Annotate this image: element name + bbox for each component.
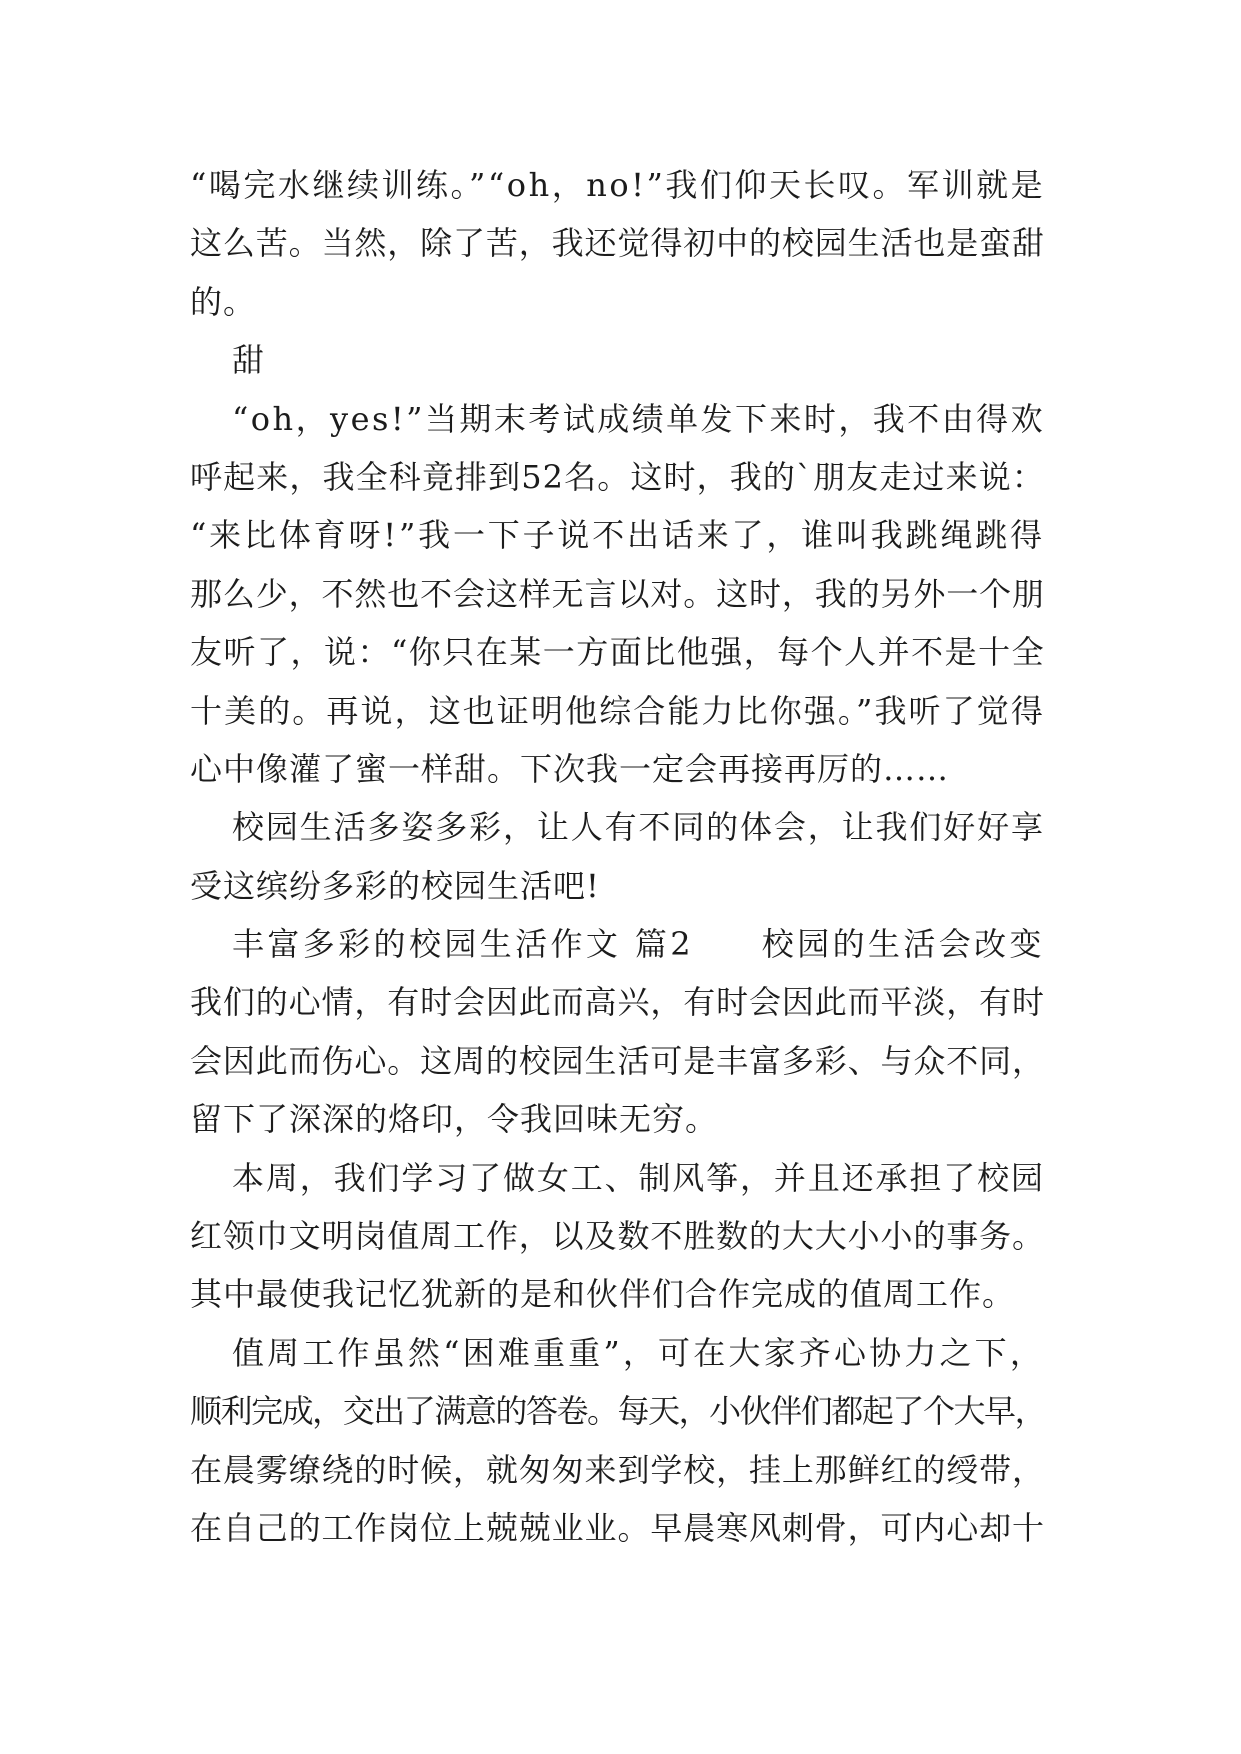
text-line [190, 1382, 1050, 1440]
text-line-content: “来比体育呀!”我一下子说不出话来了，谁叫我跳绳跳得 [190, 516, 1045, 555]
text-line-content: 顺利完成，交出了满意的答卷。每天，小伙伴们都起了个大早， [190, 1392, 1046, 1431]
text-line-content: 甜 [232, 341, 266, 380]
text-line [190, 623, 1050, 681]
text-line [190, 156, 1050, 214]
paragraph [190, 156, 1050, 331]
paragraph [190, 1324, 1050, 1558]
text-line [190, 798, 1050, 856]
text-line [190, 390, 1050, 448]
text-line [190, 1265, 1050, 1323]
text-line-content: 其中最使我记忆犹新的是和伙伴们合作完成的值周工作。 [190, 1275, 1016, 1314]
paragraph [190, 1149, 1050, 1324]
text-line [190, 857, 1050, 915]
document-body [190, 156, 1050, 1557]
text-line-content: 在自己的工作岗位上兢兢业业。早晨寒风刺骨，可内心却十 [190, 1508, 1045, 1547]
text-line-content: 在晨雾缭绕的时候，就匆匆来到学校，挂上那鲜红的绶带， [190, 1450, 1045, 1489]
text-line-content: 校园生活多姿多彩，让人有不同的体会，让我们好好享 [232, 808, 1045, 847]
text-line [190, 214, 1050, 272]
text-line [190, 1149, 1050, 1207]
text-line [190, 682, 1050, 740]
text-line [190, 506, 1050, 564]
text-line-content: “oh，yes!”当期末考试成绩单发下来时，我不由得欢 [232, 399, 1046, 438]
text-line [190, 1207, 1050, 1265]
text-line-content: 这么苦。当然，除了苦，我还觉得初中的校园生活也是蛮甜 [190, 224, 1045, 263]
text-line-content: 呼起来，我全科竟排到52名。这时，我的`朋友走过来说： [190, 457, 1045, 496]
paragraph-heading [190, 331, 1050, 389]
text-line-content: 我们的心情，有时会因此而高兴，有时会因此而平淡，有时 [190, 983, 1045, 1022]
text-line-content: 的。 [190, 282, 257, 321]
text-line [190, 973, 1050, 1031]
text-line [190, 1441, 1050, 1499]
text-line-content: 友听了，说：“你只在某一方面比他强，每个人并不是十全 [190, 633, 1046, 672]
text-line [190, 1032, 1050, 1090]
text-line [190, 740, 1050, 798]
text-line [190, 1499, 1050, 1557]
paragraph [190, 798, 1050, 915]
text-line-content: 十美的。再说，这也证明他综合能力比你强。”我听了觉得 [190, 691, 1045, 730]
text-line-content: 会因此而伤心。这周的校园生活可是丰富多彩、与众不同， [190, 1041, 1045, 1080]
text-line-content: 心中像灌了蜜一样甜。下次我一定会再接再厉的…… [190, 749, 950, 788]
text-line-content: 本周，我们学习了做女工、制风筝，并且还承担了校园 [232, 1158, 1045, 1197]
text-line-content: 丰富多彩的校园生活作文 篇2 校园的生活会改变 [232, 925, 1045, 964]
text-line-content: 留下了深深的烙印，令我回味无穷。 [190, 1100, 719, 1139]
text-line-content: “喝完水继续训练。”“oh，no!”我们仰天长叹。军训就是 [190, 166, 1046, 204]
text-line-content: 受这缤纷多彩的校园生活吧! [190, 866, 600, 905]
paragraph [190, 915, 1050, 1149]
text-line-content: 红领巾文明岗值周工作，以及数不胜数的大大小小的事务。 [190, 1217, 1045, 1256]
text-line [190, 273, 1050, 331]
paragraph [190, 390, 1050, 799]
text-line-content: 那么少，不然也不会这样无言以对。这时，我的另外一个朋 [190, 574, 1045, 613]
text-line [190, 1324, 1050, 1382]
text-line [190, 1090, 1050, 1148]
text-line [190, 915, 1050, 973]
text-line [190, 448, 1050, 506]
text-line-content: 值周工作虽然“困难重重”，可在大家齐心协力之下， [232, 1333, 1046, 1372]
text-line [190, 565, 1050, 623]
text-line [190, 331, 1050, 389]
